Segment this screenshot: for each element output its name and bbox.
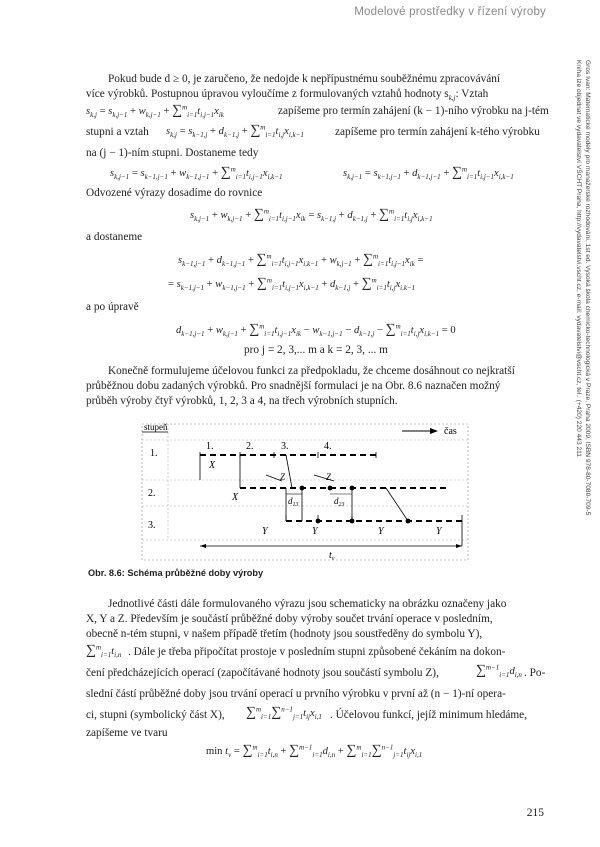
- para-parts-1: Jednotlivé části dále formulovaného výrazu jsou schematicky na obrázku označeny jako: [108, 598, 507, 610]
- eq-sum-x: $\sum^m_{i=1}\sum^{n-1}_{j=1}t_{ij}x_{i,1}$: [246, 705, 322, 722]
- y-label-3: Y: [378, 526, 384, 537]
- eq-inline-1: $s_{k,j} = s_{k,j-1} + w_{k,j-1} + \sum^m_{i=1}t_{i,j-1}x_{ik}$: [86, 103, 224, 120]
- eq-equation: $s_{k,j-1} + w_{k,j-1} + \sum^m_{i=1}t_{i,j-1}x_{ik} = s_{k-1,j} + d_{k-1,j} + \sum^m_{i=1}t_{i,j}x_{i,k-1}$: [190, 207, 433, 224]
- para-objective-2: průběžnou dobu zadaných výrobků. Pro snadnější formulaci je na Obr. 8.6 naznačen možný: [86, 380, 501, 392]
- stage-label-2: 2.: [148, 488, 156, 499]
- page-number: 215: [526, 807, 544, 819]
- para1-line2-end: : Vztah: [455, 88, 489, 100]
- eq-sum-y: $\sum^m_{i=1}t_{i,n}$: [86, 643, 122, 660]
- para-parts-6: slední částí průběžné doby jsou trvání operací u prvního výrobku v první až (n − 1)-ní opera-: [86, 688, 506, 700]
- figure-caption: Obr. 8.6: Schéma průběžné doby výroby: [88, 568, 264, 578]
- y-label-1: Y: [262, 526, 268, 537]
- para-parts-8: zapíšeme ve tvaru: [86, 727, 168, 739]
- eq-inline-2: $s_{k,j} = s_{k-1,j} + d_{k-1,j} + \sum^m_{i=1}t_{i,j}x_{i,k-1}$: [166, 123, 304, 140]
- para1-line4b: zapíšeme pro termín zahájení k-tého výrobku: [335, 126, 540, 138]
- para-substitute: Odvozené výrazy dosadíme do rovnice: [86, 187, 263, 199]
- para1-line3: zapíšeme pro termín zahájení (k − 1)-ního výrobku na j-tém: [278, 105, 549, 117]
- para-parts-5-end: . Po-: [524, 667, 546, 679]
- para1-line5: na (j − 1)-ním stupni. Dostaneme tedy: [86, 147, 259, 159]
- y-label-4: Y: [436, 526, 442, 537]
- eq-final: $d_{k-1,j-1} + w_{k,j-1} + \sum^m_{i=1}t_{i,j-1}x_{ik} - w_{k-1,j-1} - d_{k-1,j} - \sum^m_{i=1}t_{i,j}x_{i,k-1} = 0$: [176, 322, 456, 339]
- z-label-2: Z: [326, 472, 332, 482]
- para-parts-5: čení předcházejících operací (započítávané hodnoty jsou součástí symbolu Z),: [86, 667, 439, 679]
- eq-range: pro j = 2, 3,... m a k = 2, 3, ... m: [244, 344, 388, 356]
- product-label-1: 1.: [206, 441, 214, 452]
- stage-label-3: 3.: [148, 520, 156, 531]
- para-parts-3: obecně n-tém stupni, v našem případě třetím (hodnoty jsou soustředěny do symbolu Y),: [86, 628, 483, 640]
- para-after: a po úpravě: [86, 301, 139, 313]
- product-label-4: 4.: [324, 441, 332, 452]
- copyright-sidebar: [572, 60, 592, 600]
- tv-label: $t_v$: [329, 550, 335, 562]
- para-objective-3: průběh výroby čtyř výrobků, 1, 2, 3 a 4, na třech výrobních stupních.: [86, 395, 398, 407]
- para-parts-7: ci, stupni (symbolický část X),: [86, 709, 225, 721]
- running-header: Modelové prostředky v řízení výroby: [354, 6, 546, 18]
- product-label-3: 3.: [281, 441, 289, 452]
- para-parts-2: X, Y a Z. Především je součástí průběžné doby výroby součet trvání operace v posledním,: [86, 613, 493, 625]
- eq-substitution-2: $s_{k,j-1} = s_{k-1,j-1} + d_{k-1,j-1} + \sum^m_{i=1}t_{i,j-1}x_{i,k-1}$: [343, 165, 514, 182]
- para-objective-1: Konečně formulujeme účelovou funkci za předpokladu, že chceme dosáhnout co nejkratší: [108, 365, 515, 377]
- eq-expanded-line2: = $s_{k-1,j-1} + w_{k-1,j-1} + \sum^m_{i=1}t_{i,j-1}x_{i,k-1} + d_{k-1,j} + \sum^m_{i=1}t_{i,j}x_{i,k-1}$: [168, 276, 416, 293]
- para1-line2: více výrobků. Postupnou úpravou vyloučíme z formulovaných vztahů hodnoty $s_{k,j}$: Vztah: [86, 88, 489, 102]
- eq-sum-z: $\sum^{m-1}_{i=1}d_{i,n}$: [476, 663, 522, 680]
- eq-expanded-line1: $s_{k-1,j-1} + d_{k-1,j-1} + \sum^m_{i=1}t_{i,j-1}x_{i,k-1} + w_{k,j-1} + \sum^m_{i=1}t_{i,j-1}x_{ik}$ =: [178, 252, 424, 269]
- diagram-frame: [142, 424, 468, 560]
- sidebar-line-1: Gros Ivan: Matematické modely pro manažerské rozhodování, 1st ed. Vysoká škola chemicko-technologická v Praze, Praha 2009, ISBN 978-80-7080-709-5: [584, 60, 591, 516]
- production-schedule-diagram: [86, 418, 486, 564]
- para1-line2-text: více výrobků. Postupnou úpravou vyloučíme z formulovaných vztahů hodnoty s: [86, 88, 449, 100]
- axis-stage-label: stupeň: [144, 422, 168, 432]
- para-parts-7-end: . Účelovou funkcí, jejíž minimum hledáme,: [330, 709, 528, 721]
- x-label-stage2: X: [232, 492, 239, 503]
- stage-label-1: 1.: [150, 448, 158, 459]
- x-label-stage1: X: [209, 460, 216, 471]
- sidebar-line-2: Kniha lze objednat ve vydavatelství VŠCHT Praha, http://vydavatelstvi.vscht.cz, e-mail: vydavatelstvi@vscht.cz, tel.: (+420) 220 443 211: [575, 60, 582, 457]
- axis-time-label: čas: [444, 426, 457, 437]
- eq-substitution-1: $s_{k,j-1} = s_{k-1,j-1} + w_{k-1,j-1} + \sum^m_{i=1}t_{i,j-1}x_{i,k-1}$: [110, 165, 283, 182]
- z-label-1: Z: [280, 472, 286, 482]
- y-label-2: Y: [312, 526, 318, 537]
- eq-objective: $\min t_v = \sum^m_{i=1}t_{i,n} + \sum^{m-1}_{i=1}d_{i,n} + \sum^m_{i=1}\sum^{n-1}_{j=1}t_{ij}x_{i,1}$: [206, 743, 423, 760]
- para-get: a dostaneme: [86, 231, 143, 243]
- d23-label: $d_{23}$: [334, 496, 345, 508]
- para-parts-4: . Dále je třeba připočítat prostoje v posledním stupni způsobené čekáním na dokon-: [128, 646, 506, 658]
- product-label-2: 2.: [246, 441, 254, 452]
- para1-line4a: stupni a vztah: [86, 126, 149, 138]
- para1-line1: Pokud bude d ≥ 0, je zaručeno, že nedojde k nepřípustnému souběžnému zpracovávání: [108, 73, 501, 85]
- d13-label: $d_{13}$: [288, 496, 299, 508]
